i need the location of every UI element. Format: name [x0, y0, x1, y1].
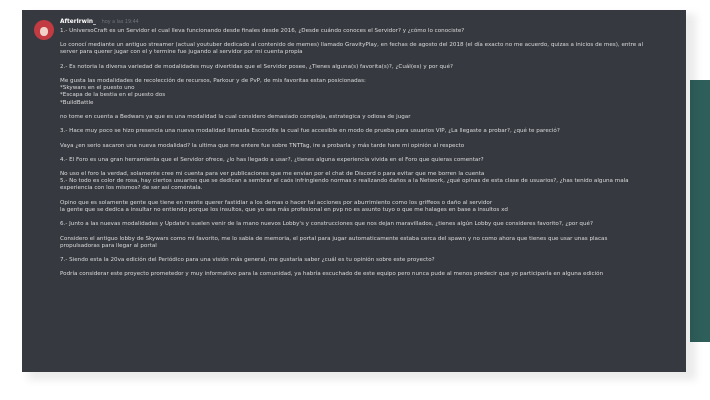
message-line: server para querer jugar con el y termine fue jugando al servidor por mi cuenta propia — [60, 49, 303, 56]
message-line: la gente que se dedica a insultar no entiendo porque los insultos, que yo sea más profesional en pvp no es asunto tuyo o que me halages en base a insultos xd — [60, 206, 508, 213]
message-line — [60, 250, 672, 257]
message-header — [60, 19, 139, 25]
message-timestamp: hoy a las 19:44 — [101, 20, 139, 25]
message-line: no tome en cuenta a Bedwars ya que es una modalidad la cual considero demasiado compleja, estrategica y odiosa de jugar — [60, 113, 411, 120]
message-line — [60, 57, 672, 64]
chat-message-panel — [22, 10, 686, 372]
user-avatar[interactable] — [34, 20, 54, 40]
message-line: 7.- Siendo esta la 20va edición del Periódico para una visión más general, me gustaría saber ¿cuál es tu opinión sobre este proyecto? — [60, 257, 435, 263]
message-line: 3.- Hace muy poco se hizo presencia una nueva modalidad llamada Escondite la cual fue accesible en modo de prueba para usuarios VIP, ¿La llegaste a probar?, ¿qué te pareció? — [60, 128, 560, 135]
message-line — [60, 193, 672, 200]
message-line: Considero el antiguo lobby de Skywars como mi favorito, me lo sabia de memoria, el portal para jugar automaticamente estaba cerca del spawn y no como ahora que tienes que usar unas placas — [60, 235, 608, 242]
message-line: Podría considerar este proyecto prometedor y muy informativo para la comunidad, ya habría escuchado de este equipo pero nunca pude al menos predecir que yo participaría en alguna edición — [60, 271, 604, 278]
message-line: Vaya ¿en serio sacaron una nueva modalidad? la ultima que me entere fue sobre TNTTag, ire a probarla y más tarde hare mi opinión al respecto — [60, 142, 465, 149]
message-line: Me gusta las modalidades de recolección de recursos, Parkour y de PvP, de mis favoritas estan posicionadas: — [60, 78, 366, 85]
message-line: propulsadoras para llegar al portal — [60, 242, 157, 249]
message-line — [60, 164, 672, 171]
message-line: 5.- No todo es color de rosa, hay ciertos usuarios que se dedican a sembrar el caós infringiendo normas o realizando daños a la Network, ¿qué opinas de esta clase de usuarios?, ¿has tenido alguna mala — [60, 178, 629, 185]
message-line: Opino que es solamente gente que tiene en mente querer fastidiar a los demas o hacer tal acciones por aburrimiento como los griffeos o daño al servidor — [60, 199, 493, 206]
message-line — [60, 150, 672, 157]
message-line: 1.- UniversoCraft es un Servidor el cual lleva funcionando desde finales desde 2016, ¿Desde cuándo conoces el Servidor? y ¿cómo lo conociste? — [60, 28, 465, 34]
username[interactable]: AfterIrwin_ — [60, 19, 96, 25]
message-line: No uso el foro la verdad, solamente cree mi cuenta para ver publicaciones que me envian por el chat de Discord o para evitar que me borren la cuenta — [60, 171, 485, 178]
message-line — [60, 107, 672, 114]
message-line: 6.- Junto a las nuevas modalidades y Update's suelen venir de la mano nuevos Lobby's y construcciones que nos dejan maravillados, ¿tienes algún Lobby que consideres favorito?, ¿por qué? — [60, 221, 593, 228]
message-line — [60, 135, 672, 142]
message-line: 2.- Es notoria la diversa variedad de modalidades muy divertidas que el Servidor posee, ¿Tienes alguna(s) favorita(s)?, ¿Cuál(es) y por qué? — [60, 63, 454, 70]
message-line: *BuildBattle — [60, 99, 94, 106]
message-content — [60, 28, 672, 278]
message-line: *Escapa de la bestia en el puesto dos — [60, 92, 166, 99]
message-line: experiencia con los mismos? de ser así coméntala. — [60, 185, 203, 192]
message-line: Lo conocí mediante un antiguo streamer (actual youtuber dedicado al contenido de memes) llamado GravityPlay, en fechas de agosto del 2018 (el día exacto no me acuerdo, quizas a inicios de mes), entre al — [60, 42, 644, 49]
message-line: 4.- El Foro es una gran herramienta que el Servidor ofrece, ¿lo has llegado a usar?, ¿tienes alguna experiencia vivida en el Foro que quieras comentar? — [60, 156, 484, 163]
message-line: *Skywars en el puesto uno — [60, 85, 135, 92]
message-line — [60, 228, 672, 235]
